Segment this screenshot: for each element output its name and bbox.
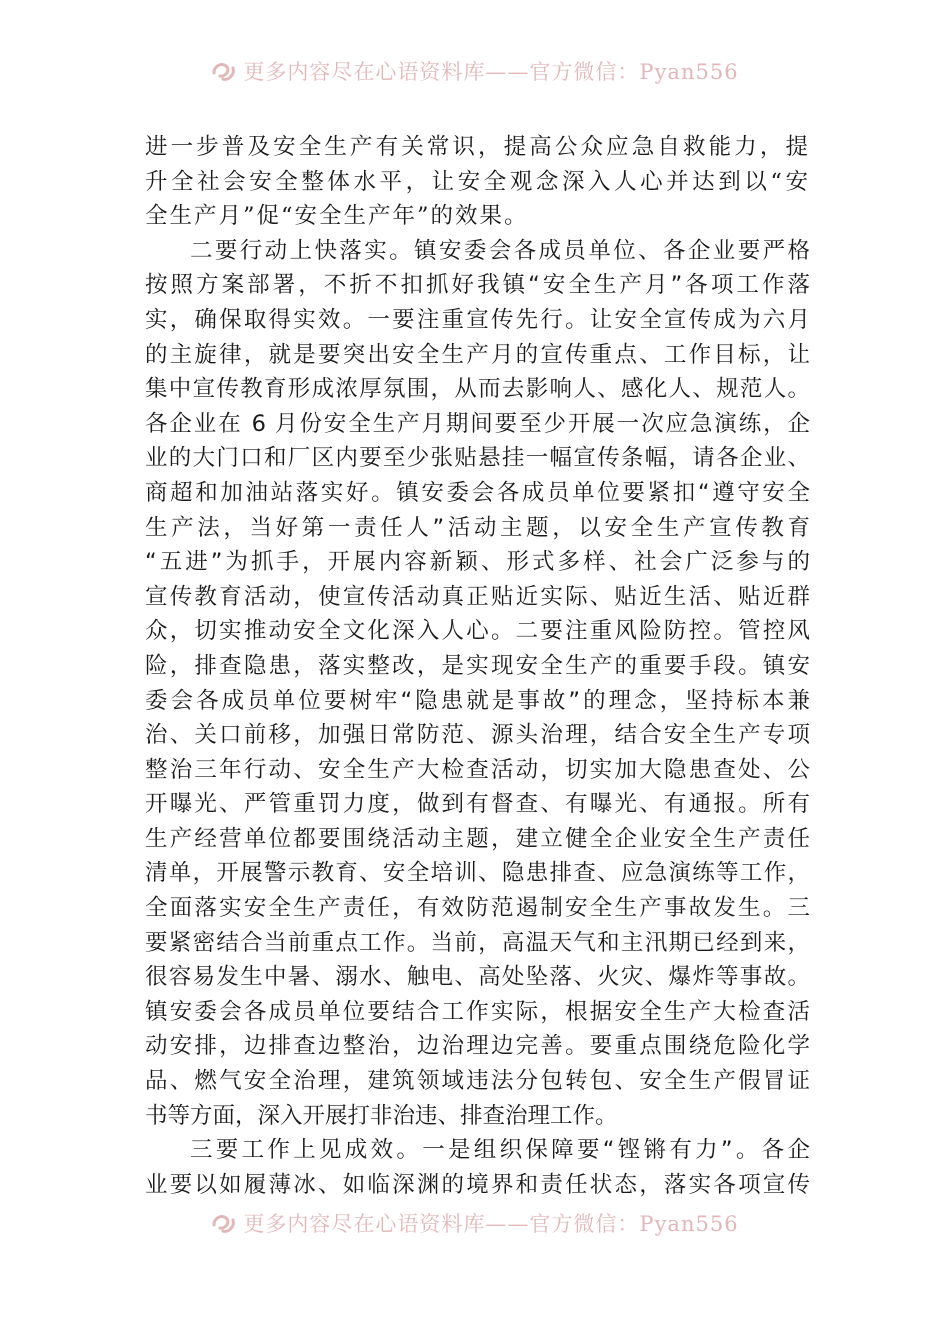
logo-icon bbox=[211, 1211, 237, 1235]
text-line: 委会各成员单位要树牢“隐患就是事故”的理念，坚持标本兼 bbox=[145, 687, 810, 714]
text-line: 各企业在 6 月份安全生产月期间要至少开展一次应急演练，企 bbox=[145, 410, 810, 437]
text-line: 的主旋律，就是要突出安全生产月的宣传重点、工作目标，让 bbox=[145, 341, 810, 368]
text-line: 进一步普及安全生产有关常识，提高公众应急自救能力，提 bbox=[145, 134, 810, 160]
text-line: 生产法，当好第一责任人”活动主题，以安全生产宣传教育 bbox=[145, 514, 810, 541]
text-line: 治、关口前移，加强日常防范、源头治理，结合安全生产专项 bbox=[145, 722, 810, 749]
text-line: 商超和加油站落实好。镇安委会各成员单位要紧扣“遵守安全 bbox=[145, 479, 810, 506]
text-line: 要紧密结合当前重点工作。当前，高温天气和主汛期已经到来， bbox=[145, 929, 810, 956]
text-line: 全面落实安全生产责任，有效防范遏制安全生产事故发生。三 bbox=[145, 895, 810, 922]
watermark-text: 更多内容尽在心语资料库——官方微信：Pyan556 bbox=[243, 60, 739, 84]
logo-icon bbox=[211, 59, 237, 83]
watermark-text: 更多内容尽在心语资料库——官方微信：Pyan556 bbox=[243, 1212, 739, 1236]
text-line: 开曝光、严管重罚力度，做到有督查、有曝光、有通报。所有 bbox=[145, 791, 810, 818]
text-line: 生产经营单位都要围绕活动主题，建立健全企业安全生产责任 bbox=[145, 825, 810, 852]
text-line: 动安排，边排查边整治，边治理边完善。要重点围绕危险化学 bbox=[145, 1033, 810, 1060]
text-line: 品、燃气安全治理，建筑领域违法分包转包、安全生产假冒证 bbox=[145, 1068, 810, 1095]
text-line: 集中宣传教育形成浓厚氛围，从而去影响人、感化人、规范人。 bbox=[145, 376, 810, 403]
text-line: 险，排查隐患，落实整改，是实现安全生产的重要手段。镇安 bbox=[145, 652, 810, 679]
text-line: 清单，开展警示教育、安全培训、隐患排查、应急演练等工作， bbox=[145, 860, 810, 887]
document-body bbox=[145, 130, 810, 1202]
text-line: 三要工作上见成效。一是组织保障要“铿锵有力”。各企 bbox=[190, 1137, 810, 1164]
text-line: 业要以如履薄冰、如临深渊的境界和责任状态，落实各项宣传 bbox=[145, 1171, 810, 1198]
watermark-footer bbox=[0, 1208, 950, 1238]
text-line: 全生产月”促“安全生产年”的效果。 bbox=[145, 203, 529, 230]
text-line: 宣传教育活动，使宣传活动真正贴近实际、贴近生活、贴近群 bbox=[145, 583, 810, 610]
text-line: “五进”为抓手，开展内容新颖、形式多样、社会广泛参与的 bbox=[145, 549, 810, 576]
text-line: 二要行动上快落实。镇安委会各成员单位、各企业要严格 bbox=[190, 237, 810, 264]
text-line: 升全社会安全整体水平，让安全观念深入人心并达到以“安 bbox=[145, 168, 810, 195]
text-line: 整治三年行动、安全生产大检查活动，切实加大隐患查处、公 bbox=[145, 756, 810, 783]
text-line: 业的大门口和厂区内要至少张贴悬挂一幅宣传条幅，请各企业、 bbox=[145, 445, 810, 472]
watermark-header bbox=[0, 56, 950, 86]
text-line: 很容易发生中暑、溺水、触电、高处坠落、火灾、爆炸等事故。 bbox=[145, 964, 810, 991]
text-line: 实，确保取得实效。一要注重宣传先行。让安全宣传成为六月 bbox=[145, 306, 810, 333]
text-line: 镇安委会各成员单位要结合工作实际，根据安全生产大检查活 bbox=[145, 998, 810, 1025]
text-line: 按照方案部署，不折不扣抓好我镇“安全生产月”各项工作落 bbox=[145, 272, 810, 299]
text-line: 书等方面，深入开展打非治违、排查治理工作。 bbox=[145, 1102, 618, 1129]
text-line: 众，切实推动安全文化深入人心。二要注重风险防控。管控风 bbox=[145, 618, 810, 645]
